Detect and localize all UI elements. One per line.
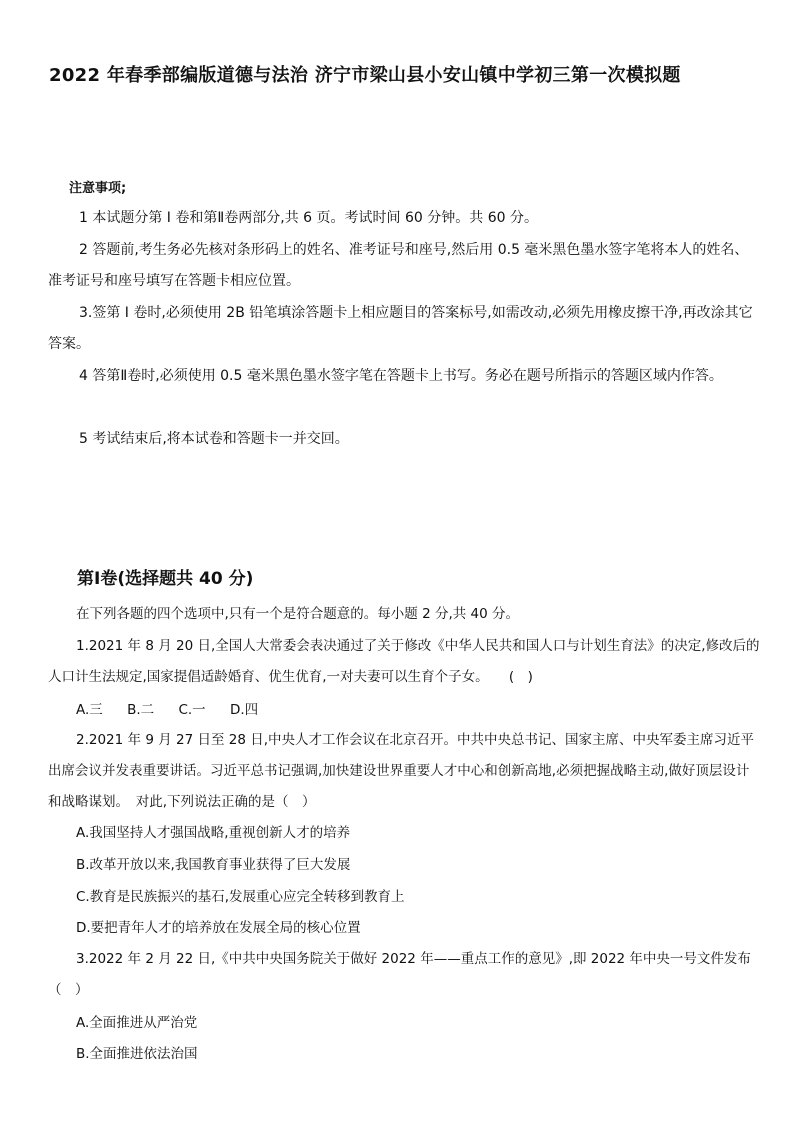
option: C.一 bbox=[178, 702, 206, 718]
option: A.全面推进从严治党 bbox=[76, 1015, 198, 1031]
option: D.四 bbox=[229, 702, 259, 718]
note-item: 2 答题前,考生务必先核对条形码上的姓名、准考证号和座号,然后用 0.5 毫米黑色墨水签字笔将本人的姓名、准考证号和座号填写在答题卡相应位置。 bbox=[48, 242, 749, 289]
note-item: 3.签第 I 卷时,必须使用 2B 铅笔填涂答题卡上相应题目的答案标号,如需改动,必须先用橡皮擦干净,再改涂其它答案。 bbox=[48, 305, 753, 352]
document-title: 2022 年春季部编版道德与法治 济宁市梁山县小安山镇中学初三第一次模拟题 bbox=[49, 65, 681, 86]
notes-heading: 注意事项; bbox=[69, 181, 127, 196]
section-heading: 第Ⅰ卷(选择题共 40 分) bbox=[77, 569, 254, 589]
option: D.要把青年人才的培养放在发展全局的核心位置 bbox=[76, 920, 361, 936]
option: B.二 bbox=[127, 702, 155, 718]
option: B.全面推进依法治国 bbox=[76, 1046, 198, 1062]
option: B.改革开放以来,我国教育事业获得了巨大发展 bbox=[76, 857, 351, 873]
note-item: 4 答第Ⅱ卷时,必须使用 0.5 毫米黑色墨水签字笔在答题卡上书写。务必在题号所指示的答题区域内作答。 bbox=[79, 368, 723, 384]
question-options bbox=[76, 697, 278, 723]
option: A.三 bbox=[76, 702, 103, 718]
section-instruction: 在下列各题的四个选项中,只有一个是符合题意的。每小题 2 分,共 40 分。 bbox=[76, 606, 520, 622]
option: C.教育是民族振兴的基石,发展重心应完全转移到教育上 bbox=[76, 889, 405, 905]
option: A.我国坚持人才强国战略,重视创新人才的培养 bbox=[76, 825, 351, 841]
note-item: 5 考试结束后,将本试卷和答题卡一并交回。 bbox=[79, 431, 349, 447]
question-stem: 1.2021 年 8 月 20 日,全国人大常委会表决通过了关于修改《中华人民共和国人口与计划生育法》的决定,修改后的人口计生法规定,国家提倡适龄婚育、优生优育,一对夫妻可以生育个子女。 ( ) bbox=[48, 638, 760, 685]
note-item: 1 本试题分第 I 卷和第Ⅱ卷两部分,共 6 页。考试时间 60 分钟。共 60 分。 bbox=[79, 210, 538, 226]
question-stem: 2.2021 年 9 月 27 日至 28 日,中央人才工作会议在北京召开。中共中央总书记、国家主席、中央军委主席习近平出席会议并发表重要讲话。习近平总书记强调,加快建设世界重要人才中心和创新高地,必须把握战略主动,做好顶层设计和战略谋划。 对此,下列说法正确的是（ ） bbox=[48, 732, 755, 810]
question-stem: 3.2022 年 2 月 22 日,《中共中央国务院关于做好 2022 年——重点工作的意见》,即 2022 年中央一号文件发布（ ） bbox=[48, 951, 751, 998]
